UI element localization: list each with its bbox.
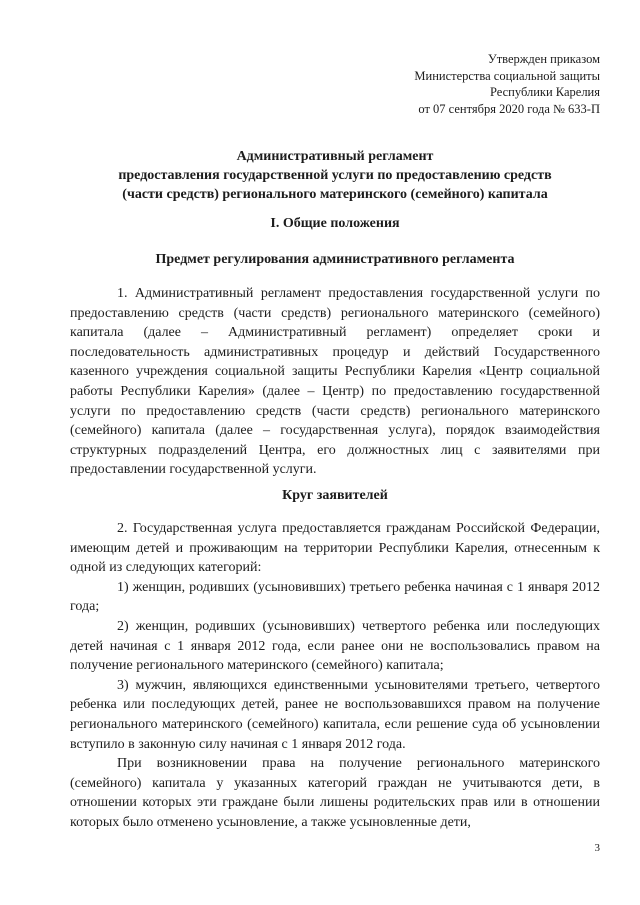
list-item: 3) мужчин, являющихся единственными усыновителями третьего, четвертого ребенка или последующих детей, ранее не воспользовавшихся правом на получение регионального материнского (семейного) капитала, если решение суда об усыновлении вступило в законную силу начиная с 1 января 2012 года. [70, 677, 600, 752]
paragraph-text: При возникновении права на получение регионального материнского (семейного) капитала у указанных категорий граждан не учитываются дети, в отношении которых эти граждане были лишены родительских прав или в отношении которых было отменено усыновление, а также усыновленные дети, [70, 756, 600, 830]
applicants-heading: Круг заявителей [282, 488, 388, 503]
document-title [70, 147, 600, 204]
list-item: 2) женщин, родивших (усыновивших) четвертого ребенка или последующих детей начиная с 1 января 2012 года, если ранее они не воспользовались правом на получение регионального материнского (семейного) капитала; [70, 618, 600, 674]
approval-line: от 07 сентября 2020 года № 633-П [418, 101, 600, 116]
page-number: 3 [594, 842, 600, 854]
approval-stamp [414, 51, 600, 117]
title-line: предоставления государственной услуги по предоставлению средств [118, 168, 552, 183]
list-item: 1) женщин, родивших (усыновивших) третьего ребенка начиная с 1 января 2012 года; [70, 579, 600, 615]
paragraph-2 [70, 519, 600, 833]
paragraph-text: 2. Государственная услуга предоставляется гражданам Российской Федерации, имеющим детей и проживающим на территории Республики Карелия, отнесенным к одной из следующих категорий: [70, 521, 600, 576]
paragraph-text: 1. Административный регламент предоставления государственной услуги по предоставлению средств (части средств) регионального материнского (семейного) капитала (далее – Административный регламент) определяет сроки и последовательность административных процедур и действий Государственного казенного учреждения социальной защиты Республики Карелия «Центр социальной работы Республики Карелия» (далее – Центр) по предоставлению государственной услуги по предоставлению средств (части средств) регионального материнского (семейного) капитала (далее – государственная услуга), порядок взаимодействия структурных подразделений Центра, его должностных лиц с заявителями при предоставлении государственной услуги. [70, 286, 600, 478]
paragraph-1 [70, 284, 600, 480]
title-line: Административный регламент [236, 149, 434, 164]
subject-heading: Предмет регулирования административного регламента [155, 252, 515, 267]
title-line: (части средств) регионального материнского (семейного) капитала [122, 187, 548, 202]
section-heading: I. Общие положения [270, 216, 400, 231]
approval-line: Министерства социальной защиты [414, 68, 600, 83]
approval-line: Республики Карелия [489, 85, 600, 99]
approval-line: Утвержден приказом [487, 52, 600, 66]
